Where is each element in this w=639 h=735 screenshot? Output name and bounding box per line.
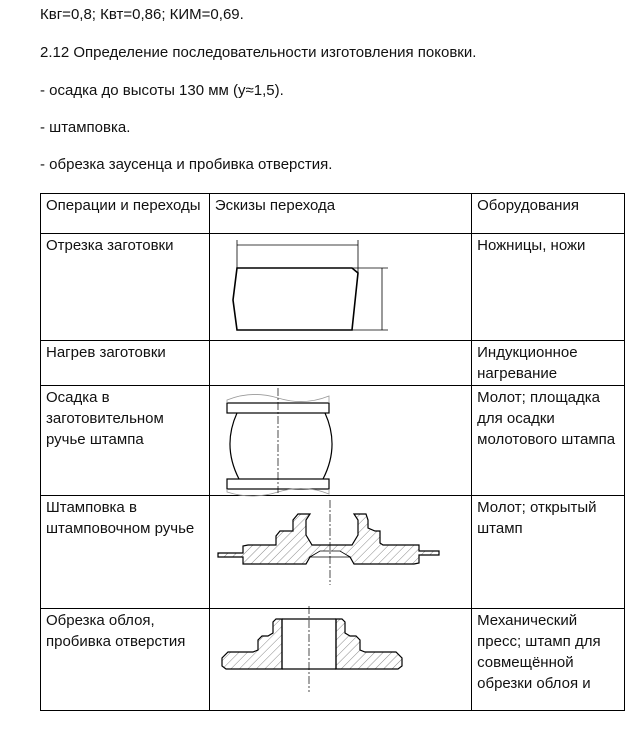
equipment-cell: Молот; площадка для осадки молотового штампа	[472, 386, 625, 496]
coefficients-line: Квг=0,8; Квт=0,86; КИМ=0,69.	[40, 6, 244, 23]
operation-cell: Отрезка заготовки	[41, 234, 210, 341]
stamping-sketch	[218, 500, 439, 585]
header-sketches: Эскизы перехода	[209, 194, 471, 234]
operation-cell: Нагрев заготовки	[41, 341, 210, 386]
header-equipment: Оборудования	[472, 194, 625, 234]
section-heading: 2.12 Определение последовательности изготовления поковки.	[40, 44, 477, 61]
operation-cell: Обрезка облоя, пробивка отверстия	[41, 609, 210, 711]
equipment-cell: Механический пресс; штамп для совмещённой обрезки облоя и	[472, 609, 625, 711]
header-operations: Операции и переходы	[41, 194, 210, 234]
equipment-cell: Индукционное нагревание	[472, 341, 625, 386]
billet-cutting-sketch	[233, 240, 388, 330]
trimming-sketch	[222, 606, 402, 692]
step-upsetting: - осадка до высоты 130 мм (у≈1,5).	[40, 82, 284, 99]
operation-cell: Осадка в заготовительном ручье штампа	[41, 386, 210, 496]
upsetting-sketch	[227, 388, 332, 496]
equipment-cell: Молот; открытый штамп	[472, 496, 625, 609]
equipment-cell: Ножницы, ножи	[472, 234, 625, 341]
operation-cell: Штамповка в штамповочном ручье	[41, 496, 210, 609]
step-trimming: - обрезка заусенца и пробивка отверстия.	[40, 156, 333, 173]
step-stamping: - штамповка.	[40, 119, 131, 136]
